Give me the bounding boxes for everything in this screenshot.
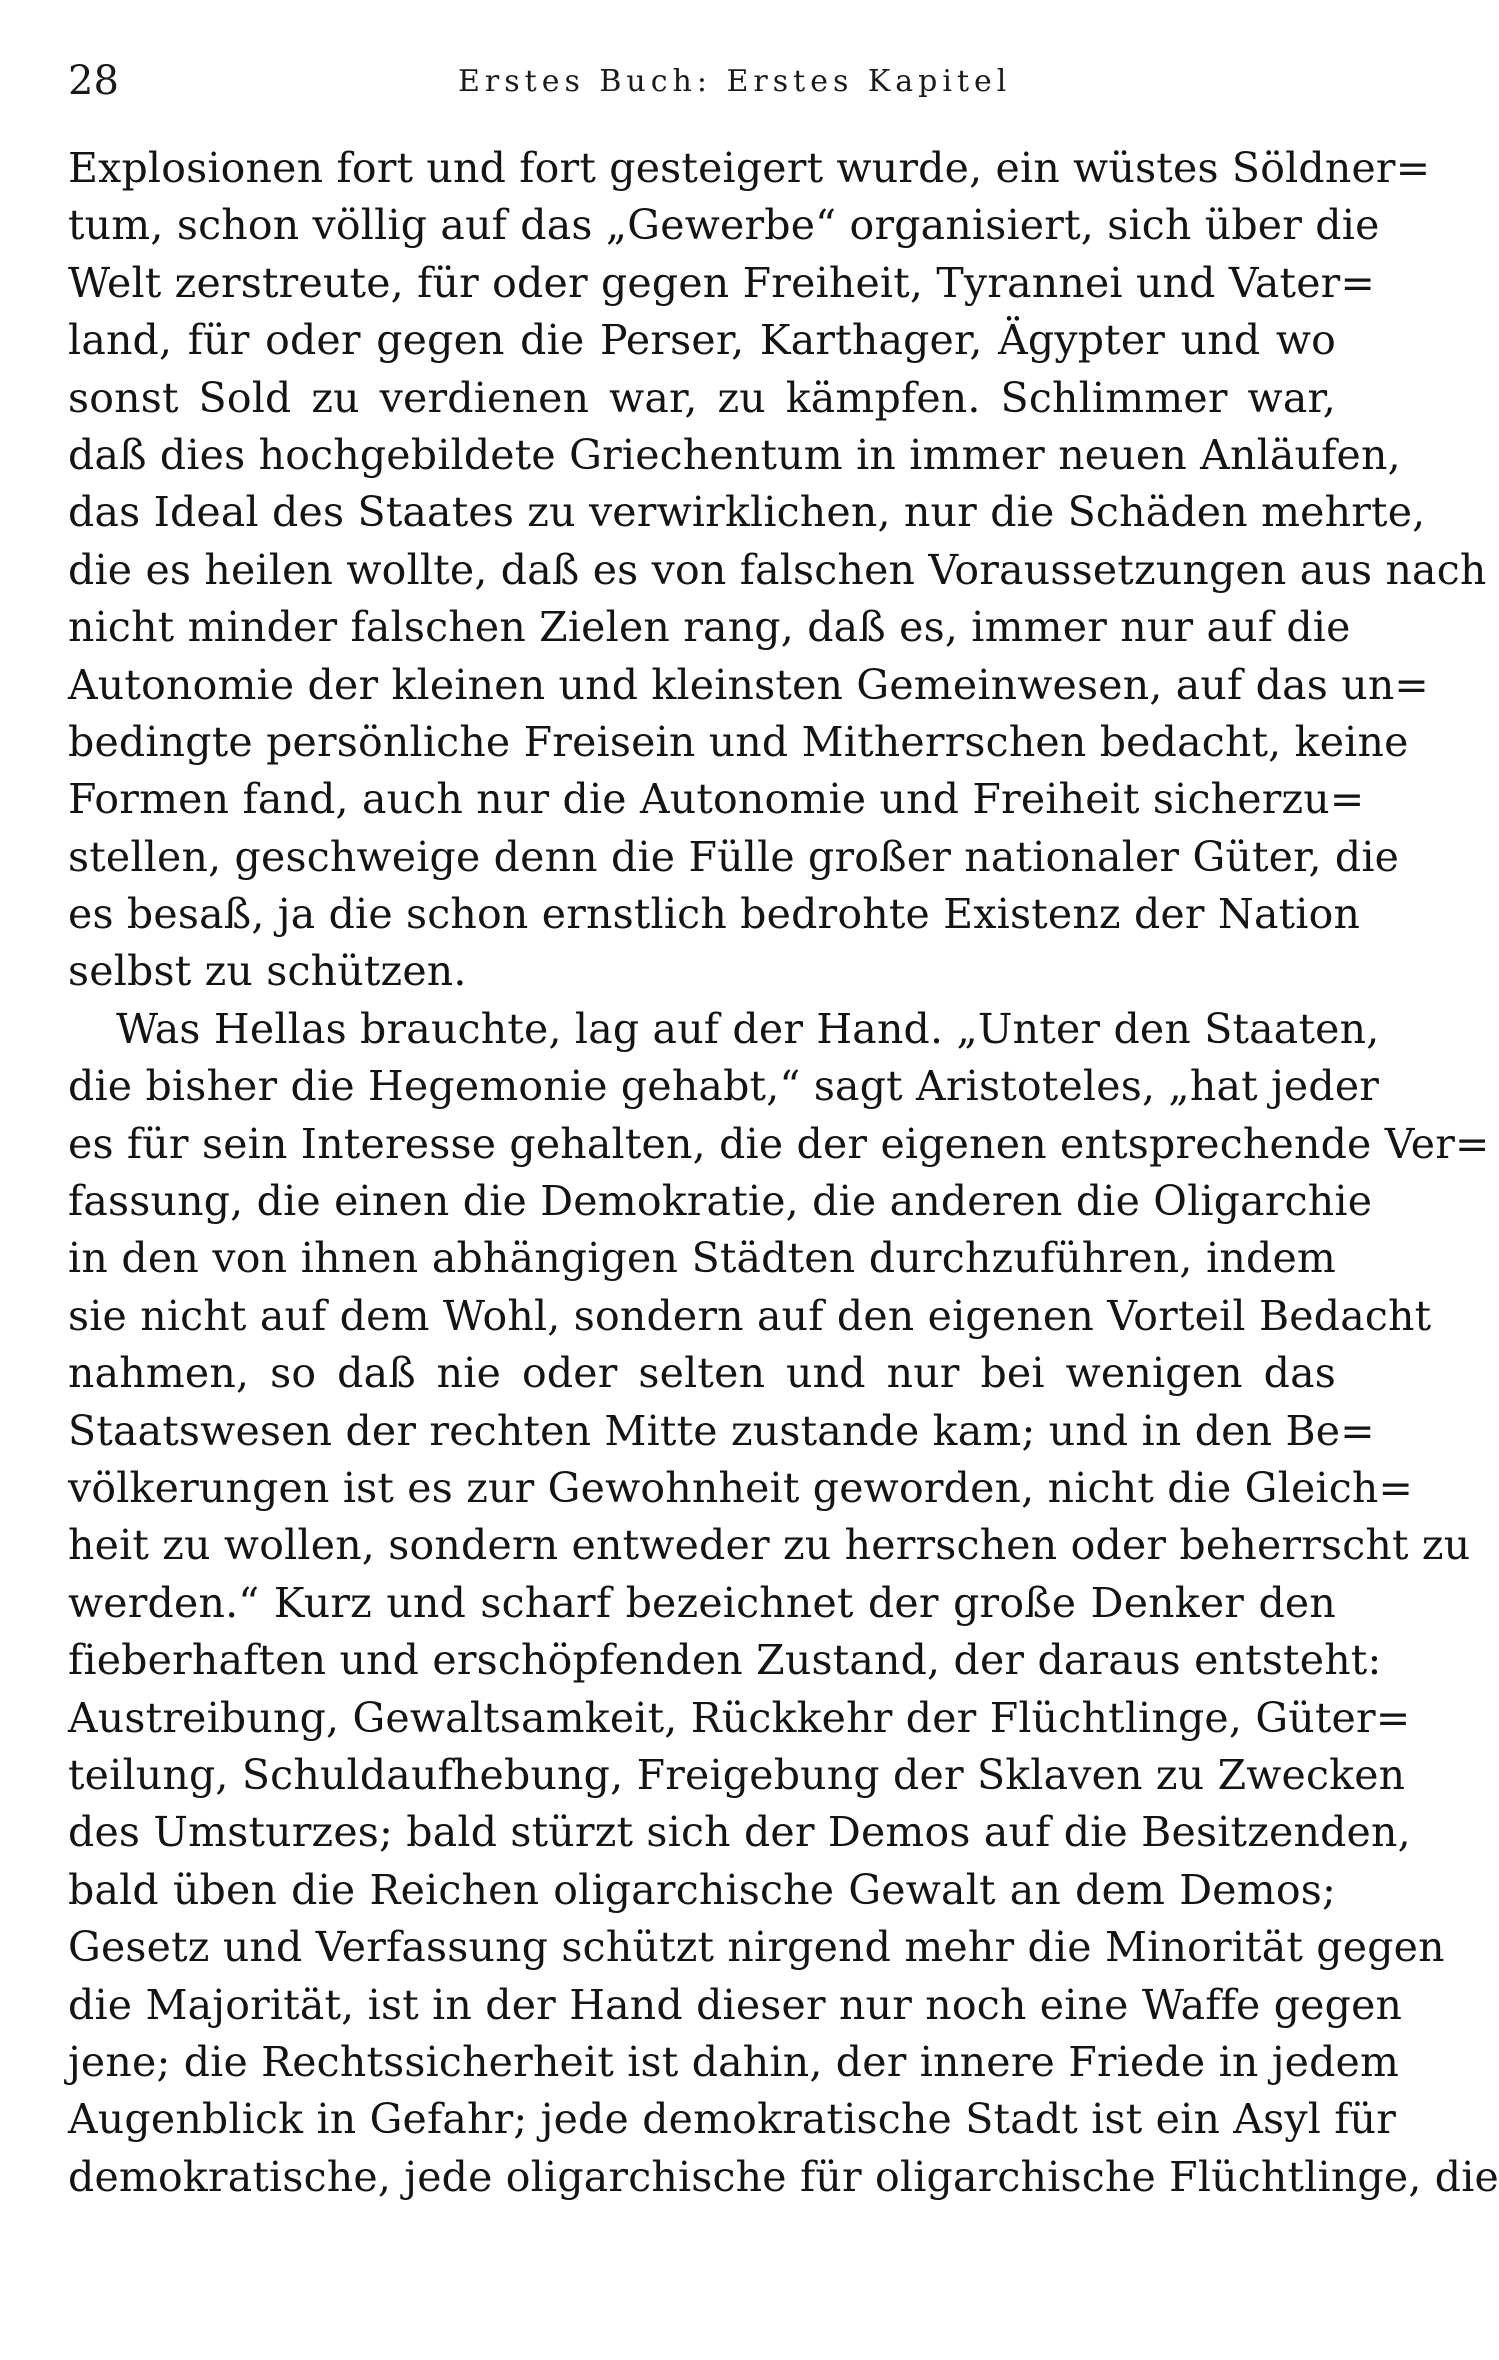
text-line: in den von ihnen abhängigen Städten durchzuführen, indem bbox=[68, 1234, 1336, 1283]
text-line: selbst zu schützen. bbox=[68, 947, 467, 996]
text-line: Welt zerstreute, für oder gegen Freiheit, Tyrannei und Vater= bbox=[68, 258, 1376, 307]
text-line: bald üben die Reichen oligarchische Gewalt an dem Demos; bbox=[68, 1865, 1336, 1914]
paragraph bbox=[68, 140, 1487, 1001]
text-line: nahmen, so daß nie oder selten und nur bei wenigen das bbox=[68, 1349, 1336, 1398]
text-line: nicht minder falschen Zielen rang, daß es, immer nur auf die bbox=[68, 603, 1351, 652]
text-line: tum, schon völlig auf das „Gewerbe“ organisiert, sich über die bbox=[68, 201, 1380, 250]
text-line: Formen fand, auch nur die Autonomie und Freiheit sicherzu= bbox=[68, 775, 1365, 824]
page-header bbox=[68, 52, 1336, 112]
text-line: Was Hellas brauchte, lag auf der Hand. „Unter den Staaten, bbox=[116, 1004, 1380, 1053]
text-line: heit zu wollen, sondern entweder zu herrschen oder beherrscht zu bbox=[68, 1521, 1471, 1570]
text-line: die bisher die Hegemonie gehabt,“ sagt Aristoteles, „hat jeder bbox=[68, 1062, 1380, 1111]
text-line: werden.“ Kurz und scharf bezeichnet der große Denker den bbox=[68, 1578, 1336, 1627]
text-line: sonst Sold zu verdienen war, zu kämpfen. Schlimmer war, bbox=[68, 373, 1336, 422]
text-line: fassung, die einen die Demokratie, die anderen die Oligarchie bbox=[68, 1177, 1373, 1226]
text-line: teilung, Schuldaufhebung, Freigebung der Sklaven zu Zwecken bbox=[68, 1750, 1406, 1799]
text-line: die es heilen wollte, daß es von falschen Voraussetzungen aus nach bbox=[68, 545, 1487, 594]
paragraph bbox=[68, 1001, 1499, 2206]
text-line: stellen, geschweige denn die Fülle großer nationaler Güter, die bbox=[68, 832, 1400, 881]
text-line: sie nicht auf dem Wohl, sondern auf den eigenen Vorteil Bedacht bbox=[68, 1291, 1432, 1340]
running-head: Erstes Buch: Erstes Kapitel bbox=[458, 64, 1012, 99]
text-line: Autonomie der kleinen und kleinsten Gemeinwesen, auf das un= bbox=[68, 660, 1429, 709]
text-line: das Ideal des Staates zu verwirklichen, nur die Schäden mehrte, bbox=[68, 488, 1426, 537]
text-line: bedingte persönliche Freisein und Mitherrschen bedacht, keine bbox=[68, 717, 1409, 766]
text-line: die Majorität, ist in der Hand dieser nur noch eine Waffe gegen bbox=[68, 1980, 1403, 2029]
text-line: jene; die Rechtssicherheit ist dahin, der innere Friede in jedem bbox=[68, 2037, 1400, 2086]
text-line: völkerungen ist es zur Gewohnheit geworden, nicht die Gleich= bbox=[68, 1463, 1414, 1512]
text-line: daß dies hochgebildete Griechentum in immer neuen Anläufen, bbox=[68, 430, 1401, 479]
text-line: demokratische, jede oligarchische für oligarchische Flüchtlinge, die bbox=[68, 2152, 1499, 2201]
page-number: 28 bbox=[68, 58, 119, 104]
text-line: Explosionen fort und fort gesteigert wurde, ein wüstes Söldner= bbox=[68, 144, 1431, 192]
body-text bbox=[68, 140, 1499, 2206]
text-line: es für sein Interesse gehalten, die der eigenen entsprechende Ver= bbox=[68, 1119, 1490, 1168]
text-line: es besaß, ja die schon ernstlich bedrohte Existenz der Nation bbox=[68, 890, 1361, 939]
text-line: Austreibung, Gewaltsamkeit, Rückkehr der Flüchtlinge, Güter= bbox=[68, 1693, 1411, 1742]
text-line: Augenblick in Gefahr; jede demokratische Stadt ist ein Asyl für bbox=[68, 2095, 1397, 2144]
text-line: land, für oder gegen die Perser, Karthager, Ägypter und wo bbox=[68, 316, 1336, 365]
text-line: fieberhaften und erschöpfenden Zustand, der daraus entsteht: bbox=[68, 1636, 1382, 1685]
text-line: Staatswesen der rechten Mitte zustande kam; und in den Be= bbox=[68, 1406, 1375, 1455]
text-line: des Umsturzes; bald stürzt sich der Demos auf die Besitzenden, bbox=[68, 1808, 1411, 1857]
text-line: Gesetz und Verfassung schützt nirgend mehr die Minorität gegen bbox=[68, 1923, 1445, 1972]
